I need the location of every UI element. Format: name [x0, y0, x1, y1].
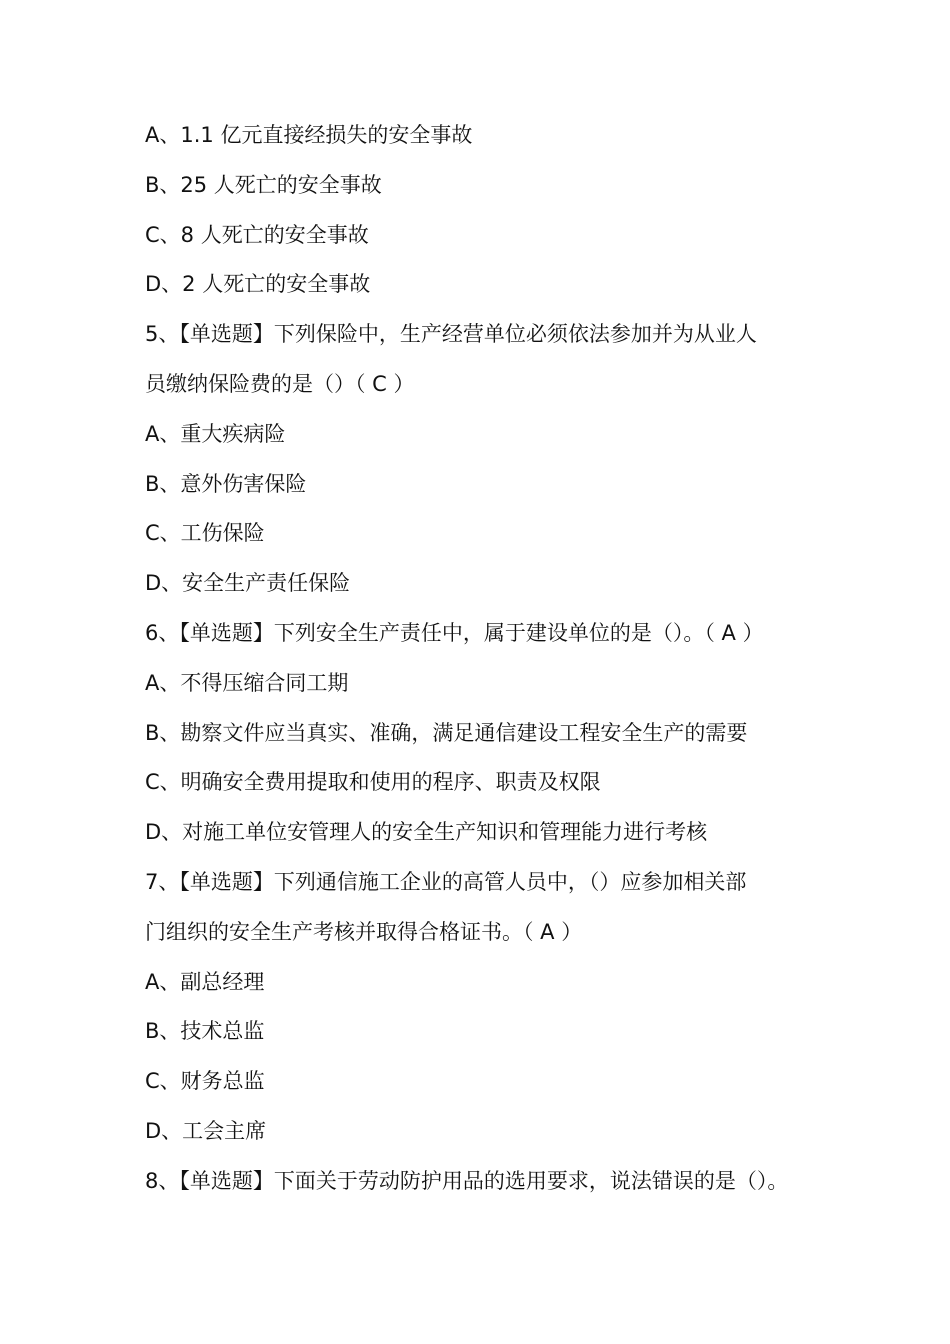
option-q7-b: B、技术总监 [145, 1019, 265, 1044]
option-q6-a: A、不得压缩合同工期 [145, 670, 349, 695]
question-7-line-2: 门组织的安全生产考核并取得合格证书。（ A ） [145, 919, 583, 944]
option-q4-a: A、1.1 亿元直接经损失的安全事故 [145, 123, 473, 147]
question-8: 8、【单选题】下面关于劳动防护用品的选用要求，说法错误的是（）。 [145, 1168, 789, 1193]
option-q4-d: D、2 人死亡的安全事故 [145, 272, 371, 297]
option-q7-d: D、工会主席 [145, 1118, 267, 1143]
option-q5-b: B、意外伤害保险 [145, 471, 307, 496]
option-q6-b: B、勘察文件应当真实、准确，满足通信建设工程安全生产的需要 [145, 720, 748, 745]
option-q4-c: C、8 人死亡的安全事故 [145, 222, 369, 247]
option-q4-b: B、25 人死亡的安全事故 [145, 172, 382, 197]
question-5-line-1: 5、【单选题】下列保险中，生产经营单位必须依法参加并为从业人 [145, 322, 757, 347]
option-q6-c: C、明确安全费用提取和使用的程序、职责及权限 [145, 770, 601, 795]
option-q5-c: C、工伤保险 [145, 521, 265, 546]
question-text-block [145, 111, 825, 1207]
option-q7-a: A、副总经理 [145, 969, 265, 994]
question-5-line-2: 员缴纳保险费的是（）（ C ） [145, 371, 415, 396]
option-q7-c: C、财务总监 [145, 1069, 265, 1094]
option-q5-a: A、重大疾病险 [145, 421, 286, 446]
question-7-line-1: 7、【单选题】下列通信施工企业的高管人员中，（）应参加相关部 [145, 869, 747, 894]
question-6: 6、【单选题】下列安全生产责任中，属于建设单位的是（）。（ A ） [145, 620, 764, 645]
option-q6-d: D、对施工单位安管理人的安全生产知识和管理能力进行考核 [145, 820, 708, 845]
option-q5-d: D、安全生产责任保险 [145, 571, 351, 596]
